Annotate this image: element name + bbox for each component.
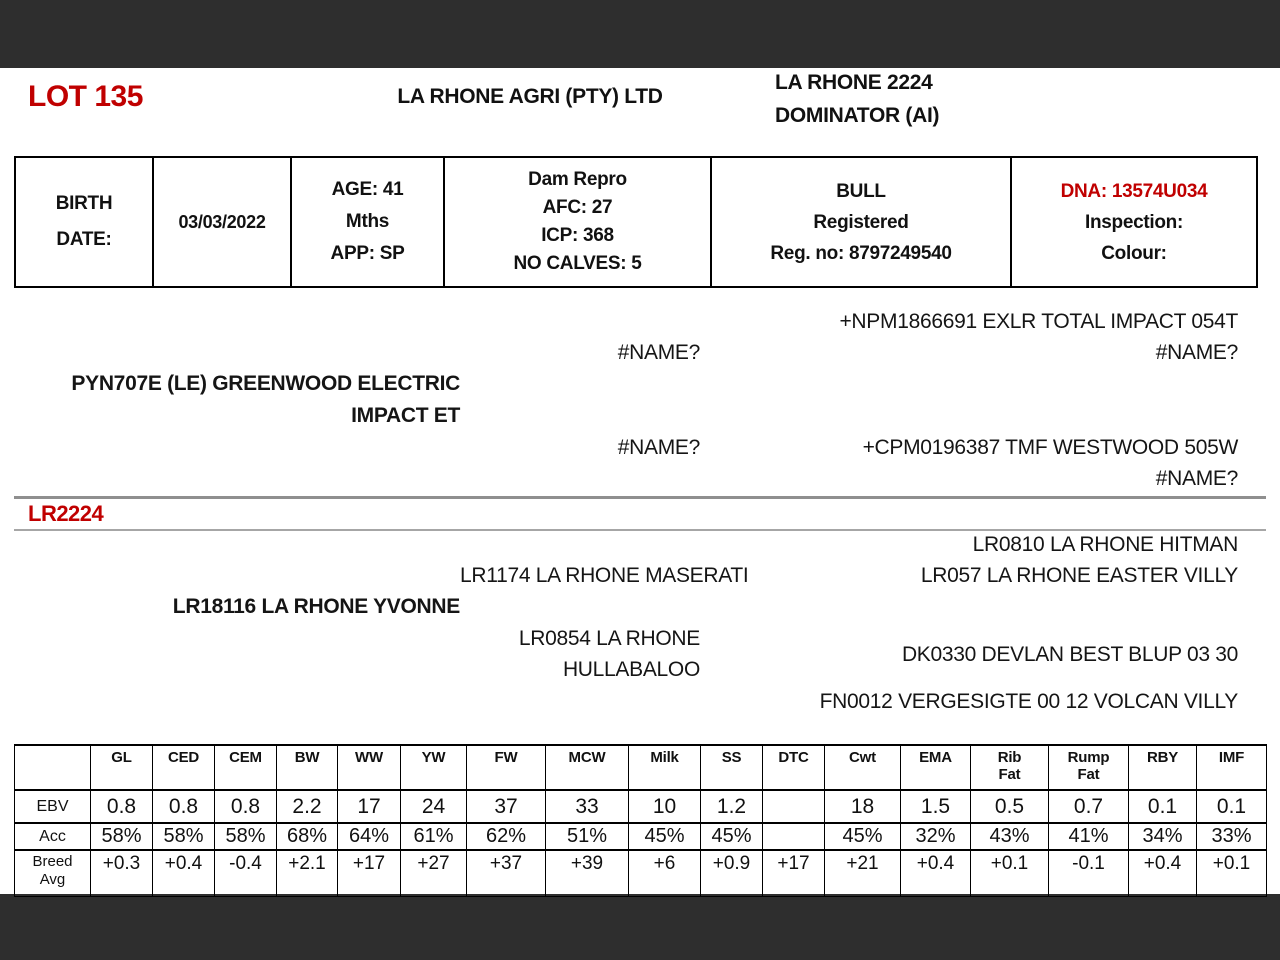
ebv-value-cell: +17 <box>338 850 401 897</box>
lot-number: LOT 135 <box>28 80 143 113</box>
ebv-value-cell: +17 <box>763 850 825 897</box>
ebv-value-cell: 45% <box>701 823 763 850</box>
pedigree-sire-name-line2: IMPACT ET <box>351 404 460 427</box>
animal-name <box>775 66 939 132</box>
ebv-row-breed_avg <box>15 850 1267 897</box>
birth-date-value-cell: 03/03/2022 <box>153 157 291 287</box>
ebv-value-cell: 10 <box>629 790 701 823</box>
ebv-value-cell: 51% <box>546 823 629 850</box>
ebv-value-cell: 0.8 <box>153 790 215 823</box>
ebv-column-header: IMF <box>1197 745 1267 790</box>
ebv-column-header: EMA <box>901 745 971 790</box>
pedigree-sire-granddam-sire: +CPM0196387 TMF WESTWOOD 505W <box>862 436 1238 459</box>
ebv-column-header: WW <box>338 745 401 790</box>
ebv-value-cell: 58% <box>91 823 153 850</box>
ebv-table <box>14 744 1267 897</box>
ebv-value-cell: +0.3 <box>91 850 153 897</box>
ebv-column-header: CEM <box>215 745 277 790</box>
ebv-value-cell: +0.1 <box>971 850 1049 897</box>
pedigree-dam-grandsire-sire: LR0810 LA RHONE HITMAN <box>972 533 1238 556</box>
ebv-column-header: Rump Fat <box>1049 745 1129 790</box>
ebv-value-cell: +39 <box>546 850 629 897</box>
ebv-value-cell: 62% <box>467 823 546 850</box>
ebv-value-cell: 43% <box>971 823 1049 850</box>
top-bar <box>0 0 1280 68</box>
pedigree-dam-sire: LR1174 LA RHONE MASERATI <box>460 564 749 587</box>
ebv-value-cell: 24 <box>401 790 467 823</box>
ebv-value-cell: 61% <box>401 823 467 850</box>
registration-status: Registered <box>813 211 909 233</box>
ebv-value-cell: +2.1 <box>277 850 338 897</box>
ebv-value-cell: 0.1 <box>1129 790 1197 823</box>
ebv-value-cell: 45% <box>825 823 901 850</box>
ebv-value-cell: 33 <box>546 790 629 823</box>
dna-number: DNA: 13574U034 <box>1060 180 1208 202</box>
registration-number: Reg. no: 8797249540 <box>770 242 952 264</box>
ebv-value-cell: 58% <box>153 823 215 850</box>
ebv-row-label: Breed Avg <box>15 850 91 897</box>
ebv-value-cell: +27 <box>401 850 467 897</box>
ebv-row-label: EBV <box>15 790 91 823</box>
ebv-value-cell: 68% <box>277 823 338 850</box>
ebv-value-cell: +0.9 <box>701 850 763 897</box>
ebv-value-cell: 0.7 <box>1049 790 1129 823</box>
pedigree-sire-sire: #NAME? <box>617 341 700 364</box>
ebv-value-cell: 17 <box>338 790 401 823</box>
ebv-value-cell: +0.4 <box>1129 850 1197 897</box>
ebv-value-cell: +0.4 <box>153 850 215 897</box>
ebv-column-header: Milk <box>629 745 701 790</box>
ebv-value-cell <box>763 790 825 823</box>
ebv-value-cell: 0.5 <box>971 790 1049 823</box>
dam-repro-calves: NO CALVES: 5 <box>513 253 642 274</box>
info-table-row <box>15 157 1257 287</box>
ebv-column-header: MCW <box>546 745 629 790</box>
ebv-value-cell: 2.2 <box>277 790 338 823</box>
ebv-column-header: RBY <box>1129 745 1197 790</box>
ebv-value-cell: 64% <box>338 823 401 850</box>
ebv-column-header: Rib Fat <box>971 745 1049 790</box>
animal-name-line2: DOMINATOR (AI) <box>775 104 940 127</box>
ebv-value-cell: 0.8 <box>91 790 153 823</box>
dna-cell <box>1011 157 1257 287</box>
dam-repro-title: Dam Repro <box>528 169 627 190</box>
divider-line-bottom <box>14 529 1266 531</box>
ebv-row-acc <box>15 823 1267 850</box>
registration-cell <box>711 157 1011 287</box>
ebv-column-header: YW <box>401 745 467 790</box>
animal-id: LR2224 <box>28 501 104 526</box>
ebv-row-label: Acc <box>15 823 91 850</box>
pedigree-dam-name: LR18116 LA RHONE YVONNE <box>172 595 460 618</box>
ebv-value-cell: 32% <box>901 823 971 850</box>
ebv-column-header <box>15 745 91 790</box>
pedigree-sire-name-line1: PYN707E (LE) GREENWOOD ELECTRIC <box>71 372 460 395</box>
pedigree-dam-dam-line2: HULLABALOO <box>562 658 700 681</box>
ebv-value-cell: 18 <box>825 790 901 823</box>
ebv-value-cell: 33% <box>1197 823 1267 850</box>
birth-label-line1: BIRTH <box>55 193 113 214</box>
farm-name: LA RHONE AGRI (PTY) LTD <box>397 85 663 108</box>
ebv-value-cell: +6 <box>629 850 701 897</box>
age-cell <box>291 157 444 287</box>
age-line1: AGE: 41 <box>331 179 404 200</box>
ebv-column-header: BW <box>277 745 338 790</box>
ebv-column-header: CED <box>153 745 215 790</box>
ebv-header-row <box>15 745 1267 790</box>
ebv-value-cell: 1.5 <box>901 790 971 823</box>
pedigree-sire-grandsire-sire: +NPM1866691 EXLR TOTAL IMPACT 054T <box>839 310 1238 333</box>
ebv-value-cell: +37 <box>467 850 546 897</box>
divider-line-top <box>14 496 1266 499</box>
pedigree-dam-granddam-dam: FN0012 VERGESIGTE 00 12 VOLCAN VILLY <box>819 690 1238 713</box>
age-line3: APP: SP <box>330 243 405 264</box>
ebv-column-header: Cwt <box>825 745 901 790</box>
ebv-value-cell: 41% <box>1049 823 1129 850</box>
ebv-value-cell: +0.4 <box>901 850 971 897</box>
ebv-column-header: FW <box>467 745 546 790</box>
colour-label: Colour: <box>1101 242 1167 264</box>
dam-repro-cell <box>444 157 711 287</box>
ebv-value-cell: +0.1 <box>1197 850 1267 897</box>
pedigree-dam-granddam-sire: DK0330 DEVLAN BEST BLUP 03 30 <box>901 643 1238 666</box>
pedigree-sire-granddam-dam: #NAME? <box>1155 467 1238 490</box>
pedigree-dam-dam-line1: LR0854 LA RHONE <box>518 627 700 650</box>
ebv-row-ebv <box>15 790 1267 823</box>
animal-name-line1: LA RHONE 2224 <box>775 71 933 94</box>
ebv-value-cell: +21 <box>825 850 901 897</box>
birth-date-label-cell <box>15 157 153 287</box>
ebv-column-header: GL <box>91 745 153 790</box>
pedigree-dam-grandsire-dam: LR057 LA RHONE EASTER VILLY <box>920 564 1238 587</box>
bottom-bar <box>0 894 1280 960</box>
registration-type: BULL <box>836 180 886 202</box>
inspection-label: Inspection: <box>1084 211 1184 233</box>
ebv-value-cell: 45% <box>629 823 701 850</box>
ebv-value-cell: 58% <box>215 823 277 850</box>
birth-label-line2: DATE: <box>56 229 112 250</box>
ebv-value-cell: 0.1 <box>1197 790 1267 823</box>
ebv-value-cell: 34% <box>1129 823 1197 850</box>
dam-repro-icp: ICP: 368 <box>541 225 614 246</box>
dam-repro-afc: AFC: 27 <box>542 197 613 218</box>
ebv-column-header: DTC <box>763 745 825 790</box>
ebv-value-cell: 0.8 <box>215 790 277 823</box>
ebv-column-header: SS <box>701 745 763 790</box>
ebv-value-cell: 37 <box>467 790 546 823</box>
age-line2: Mths <box>345 211 390 232</box>
pedigree-sire-grandsire-dam: #NAME? <box>1155 341 1238 364</box>
info-table <box>14 156 1258 288</box>
ebv-value-cell: -0.4 <box>215 850 277 897</box>
pedigree-sire-dam: #NAME? <box>617 436 700 459</box>
ebv-value-cell <box>763 823 825 850</box>
ebv-value-cell: 1.2 <box>701 790 763 823</box>
ebv-value-cell: -0.1 <box>1049 850 1129 897</box>
